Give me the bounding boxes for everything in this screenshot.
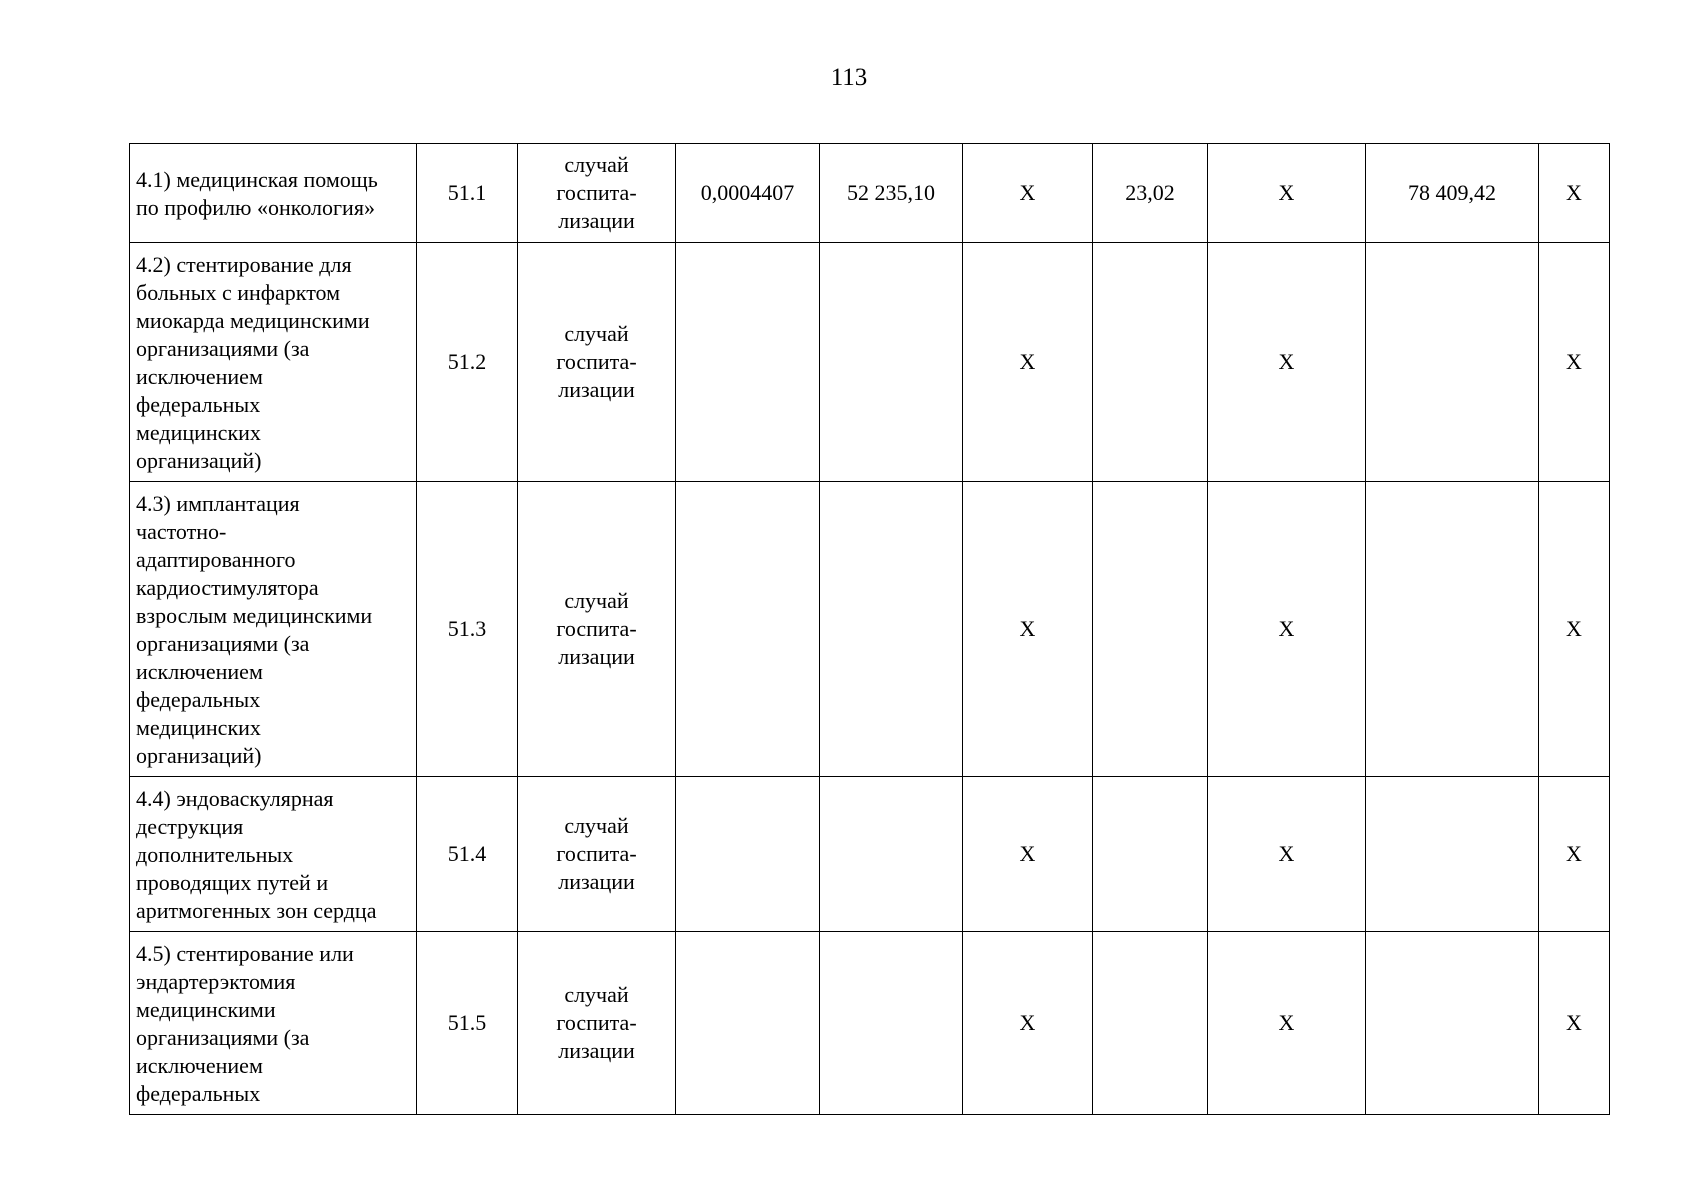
table-row: [130, 144, 1610, 243]
row-unit-cell: случай госпита- лизации: [518, 144, 676, 243]
row-value-cell: Х: [1208, 243, 1366, 482]
row-code-cell: 51.2: [417, 243, 518, 482]
row-value-cell: Х: [1208, 144, 1366, 243]
row-value-cell: Х: [963, 777, 1093, 932]
row-value-cell: Х: [963, 482, 1093, 777]
row-value-cell: Х: [1539, 777, 1610, 932]
row-unit-cell: случай госпита- лизации: [518, 482, 676, 777]
row-value-cell: Х: [1208, 482, 1366, 777]
row-value-cell: 23,02: [1093, 144, 1208, 243]
row-unit-cell: случай госпита- лизации: [518, 777, 676, 932]
data-table: [129, 143, 1610, 1115]
table-row: [130, 243, 1610, 482]
row-value-cell: [820, 777, 963, 932]
row-value-cell: [1093, 777, 1208, 932]
row-value-cell: Х: [1539, 144, 1610, 243]
row-value-cell: 0,0004407: [676, 144, 820, 243]
row-code-cell: 51.3: [417, 482, 518, 777]
row-value-cell: Х: [963, 144, 1093, 243]
row-value-cell: Х: [1208, 932, 1366, 1115]
row-value-cell: [1366, 482, 1539, 777]
row-value-cell: Х: [1539, 932, 1610, 1115]
row-name-cell: 4.3) имплантация частотно- адаптированного кардиостимулятора взрослым медицинскими организациями (за исключением федеральных медицинских организаций): [130, 482, 417, 777]
table-row: [130, 932, 1610, 1115]
row-value-cell: 52 235,10: [820, 144, 963, 243]
row-value-cell: Х: [1539, 482, 1610, 777]
row-name-cell: 4.1) медицинская помощь по профилю «онкология»: [130, 144, 417, 243]
table-row: [130, 777, 1610, 932]
row-name-cell: 4.2) стентирование для больных с инфарктом миокарда медицинскими организациями (за исключением федеральных медицинских организаций): [130, 243, 417, 482]
page-number: 113: [830, 64, 868, 91]
row-value-cell: [1093, 932, 1208, 1115]
row-value-cell: [820, 482, 963, 777]
row-value-cell: Х: [963, 243, 1093, 482]
row-value-cell: [820, 243, 963, 482]
row-value-cell: [820, 932, 963, 1115]
row-value-cell: Х: [1539, 243, 1610, 482]
row-value-cell: [1366, 243, 1539, 482]
row-value-cell: [676, 482, 820, 777]
row-value-cell: [1366, 777, 1539, 932]
table-row: [130, 482, 1610, 777]
row-code-cell: 51.1: [417, 144, 518, 243]
row-value-cell: [676, 932, 820, 1115]
row-code-cell: 51.5: [417, 932, 518, 1115]
row-unit-cell: случай госпита- лизации: [518, 932, 676, 1115]
row-unit-cell: случай госпита- лизации: [518, 243, 676, 482]
row-value-cell: Х: [963, 932, 1093, 1115]
row-code-cell: 51.4: [417, 777, 518, 932]
row-name-cell: 4.4) эндоваскулярная деструкция дополнительных проводящих путей и аритмогенных зон сердца: [130, 777, 417, 932]
row-name-cell: 4.5) стентирование или эндартерэктомия медицинскими организациями (за исключением федеральных: [130, 932, 417, 1115]
row-value-cell: [1366, 932, 1539, 1115]
row-value-cell: [676, 243, 820, 482]
row-value-cell: 78 409,42: [1366, 144, 1539, 243]
row-value-cell: [1093, 243, 1208, 482]
row-value-cell: [1093, 482, 1208, 777]
row-value-cell: [676, 777, 820, 932]
row-value-cell: Х: [1208, 777, 1366, 932]
